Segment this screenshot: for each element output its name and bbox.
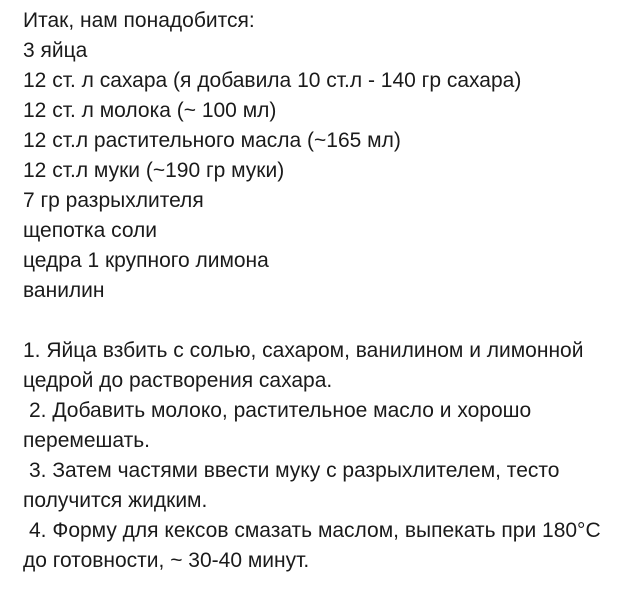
- ingredient-item: ванилин: [23, 279, 105, 302]
- ingredients-list: [23, 36, 625, 306]
- ingredient-item: 12 ст. л сахара (я добавила 10 ст.л - 140 гр сахара): [23, 69, 522, 92]
- step-item: 1. Яйца взбить с солью, сахаром, ванилином и лимонной цедрой до растворения сахара.: [23, 339, 590, 392]
- ingredient-item: 12 ст.л растительного масла (~165 мл): [23, 129, 401, 152]
- step-item: 3. Затем частями ввести муку с разрыхлителем, тесто получится жидким.: [23, 459, 566, 512]
- ingredient-item: щепотка соли: [23, 219, 158, 242]
- steps-list: [23, 336, 625, 576]
- ingredient-item: 7 гр разрыхлителя: [23, 189, 204, 212]
- intro-line: Итак, нам понадобится:: [23, 9, 255, 32]
- ingredient-item: 12 ст. л молока (~ 100 мл): [23, 99, 277, 122]
- step-item: 4. Форму для кексов смазать маслом, выпекать при 180°С до готовности, ~ 30-40 минут.: [23, 519, 607, 572]
- ingredient-item: цедра 1 крупного лимона: [23, 249, 269, 272]
- ingredient-item: 3 яйца: [23, 39, 88, 62]
- step-item: 2. Добавить молоко, растительное масло и хорошо перемешать.: [23, 399, 537, 452]
- paragraph-spacer: [23, 306, 625, 336]
- ingredient-item: 12 ст.л муки (~190 гр муки): [23, 159, 285, 182]
